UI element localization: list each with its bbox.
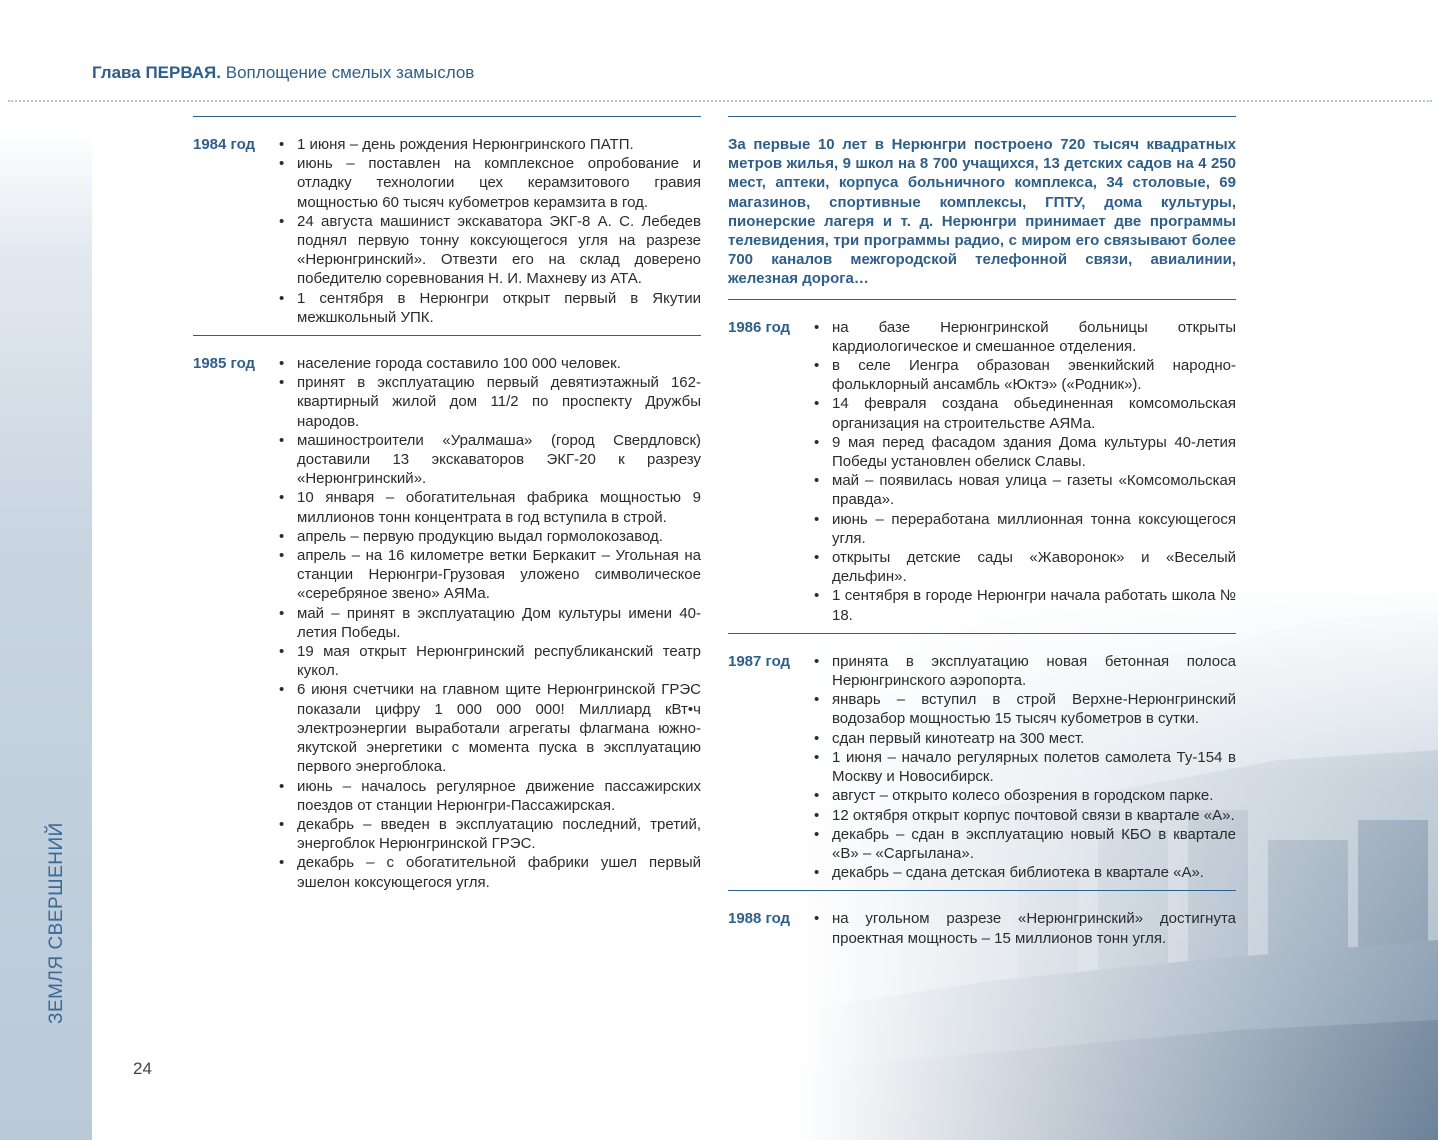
event-item: • июнь – началось регулярное движение пассажирских поездов от станции Нерюнгри-Пассажирская. xyxy=(277,777,701,815)
year-block xyxy=(193,335,701,900)
event-item: • население города составило 100 000 человек. xyxy=(277,354,701,373)
event-item: • декабрь – сдана детская библиотека в квартале «А». xyxy=(812,863,1236,882)
year-block xyxy=(728,633,1236,890)
summary-intro: За первые 10 лет в Нерюнгри построено 720 тысяч квадратных метров жилья, 9 школ на 8 700 учащихся, 13 детских садов на 4 250 мест, аптеки, корпуса больничного комплекса, 34 столовые, 69 магазинов, спортивные комплексы, ГПТУ, дома культуры, пионерские лагеря и т. д. Нерюнгри принимает две программы телевидения, три программы радио, с миром его связывают более 700 каналов межгородской телефонной связи, авиалинии, железная дорога… xyxy=(728,116,1236,299)
event-item: • на базе Нерюнгринской больницы открыты кардиологическое и смешанное отделения. xyxy=(812,318,1236,356)
event-item: • апрель – первую продукцию выдал гормолокозавод. xyxy=(277,527,701,546)
event-list xyxy=(277,135,701,327)
event-item: • 1 июня – начало регулярных полетов самолета Ту-154 в Москву и Новосибирск. xyxy=(812,748,1236,786)
year-label: 1988 год xyxy=(728,910,791,928)
event-item: • 1 сентября в Нерюнгри открыт первый в Якутии межшкольный УПК. xyxy=(277,289,701,327)
year-label: 1984 год xyxy=(193,136,256,153)
event-item: • открыты детские сады «Жаворонок» и «Веселый дельфин». xyxy=(812,548,1236,586)
year-block xyxy=(728,890,1236,955)
left-column xyxy=(193,116,701,900)
sidebar-title: ЗЕМЛЯ СВЕРШЕНИЙ xyxy=(46,822,67,1024)
event-list xyxy=(812,318,1236,625)
event-item: • сдан первый кинотеатр на 300 мест. xyxy=(812,729,1236,748)
year-label: 1987 год xyxy=(728,652,791,670)
event-item: • 1 июня – день рождения Нерюнгринского ПАТП. xyxy=(277,135,701,154)
event-item: • июнь – поставлен на комплексное опробование и отладку технологии цех керамзитового гравия мощностью 60 тысяч кубометров керамзита в год. xyxy=(277,154,701,212)
event-item: • декабрь – с обогатительной фабрики ушел первый эшелон коксующегося угля. xyxy=(277,853,701,891)
year-block xyxy=(193,116,701,335)
event-list xyxy=(812,909,1236,947)
event-item: • июнь – переработана миллионная тонна коксующегося угля. xyxy=(812,510,1236,548)
chapter-label: Глава ПЕРВАЯ. xyxy=(92,63,221,82)
event-item: • 10 января – обогатительная фабрика мощностью 9 миллионов тонн концентрата в год вступила в строй. xyxy=(277,488,701,526)
right-column xyxy=(728,116,1236,956)
event-item: • 12 октября открыт корпус почтовой связи в квартале «А». xyxy=(812,806,1236,825)
running-header xyxy=(92,63,474,83)
chapter-title: Воплощение смелых замыслов xyxy=(225,63,475,82)
year-block xyxy=(728,299,1236,633)
event-item: • 9 мая перед фасадом здания Дома культуры 40-летия Победы установлен обелиск Славы. xyxy=(812,433,1236,471)
event-item: • принят в эксплуатацию первый девятиэтажный 162-квартирный жилой дом 11/2 по проспекту Дружбы народов. xyxy=(277,373,701,431)
event-item: • январь – вступил в строй Верхне-Нерюнгринский водозабор мощностью 15 тысяч кубометров в сутки. xyxy=(812,690,1236,728)
event-item: • декабрь – введен в эксплуатацию последний, третий, энергоблок Нерюнгринской ГРЭС. xyxy=(277,815,701,853)
event-item: • 19 мая открыт Нерюнгринский республиканский театр кукол. xyxy=(277,642,701,680)
event-item: • 1 сентября в городе Нерюнгри начала работать школа № 18. xyxy=(812,586,1236,624)
event-item: • на угольном разрезе «Нерюнгринский» достигнута проектная мощность – 15 миллионов тонн угля. xyxy=(812,909,1236,947)
event-item: • август – открыто колесо обозрения в городском парке. xyxy=(812,786,1236,805)
right-column-blocks xyxy=(728,299,1236,956)
event-list xyxy=(812,652,1236,882)
event-item: • 6 июня счетчики на главном щите Нерюнгринской ГРЭС показали цифру 1 000 000 000! Миллиард кВт•ч электроэнергии выработали агрегаты флагмана южно-якутской энергетики с момента пуска в эксплуатацию первого энергоблока. xyxy=(277,680,701,776)
page-number: 24 xyxy=(133,1059,152,1078)
year-label: 1985 год xyxy=(193,355,256,373)
event-item: • май – появилась новая улица – газеты «Комсомольская правда». xyxy=(812,471,1236,509)
event-item: • апрель – на 16 километре ветки Беркакит – Угольная на станции Нерюнгри-Грузовая уложено символическое «серебряное звено» АЯМа. xyxy=(277,546,701,604)
event-item: • машиностроители «Уралмаша» (город Свердловск) доставили 13 экскаваторов ЭКГ-20 к разрезу «Нерюнгринский». xyxy=(277,431,701,489)
event-item: • декабрь – сдан в эксплуатацию новый КБО в квартале «В» – «Саргылана». xyxy=(812,825,1236,863)
event-item: • май – принят в эксплуатацию Дом культуры имени 40-летия Победы. xyxy=(277,604,701,642)
event-item: • принята в эксплуатацию новая бетонная полоса Нерюнгринского аэропорта. xyxy=(812,652,1236,690)
event-item: • 24 августа машинист экскаватора ЭКГ-8 А. С. Лебедев поднял первую тонну коксующегося угля на разрезе «Нерюнгринский». Отвезти его на склад доверено победителю соревнования Н. И. Махневу из АТА. xyxy=(277,212,701,289)
event-item: • 14 февраля создана обьединенная комсомольская организация на строительстве АЯМа. xyxy=(812,394,1236,432)
dotted-divider xyxy=(8,100,1432,102)
event-item: • в селе Иенгра образован эвенкийский народно-фольклорный ансамбль «Юктэ» («Родник»). xyxy=(812,356,1236,394)
year-label: 1986 год xyxy=(728,318,791,336)
event-list xyxy=(277,354,701,892)
